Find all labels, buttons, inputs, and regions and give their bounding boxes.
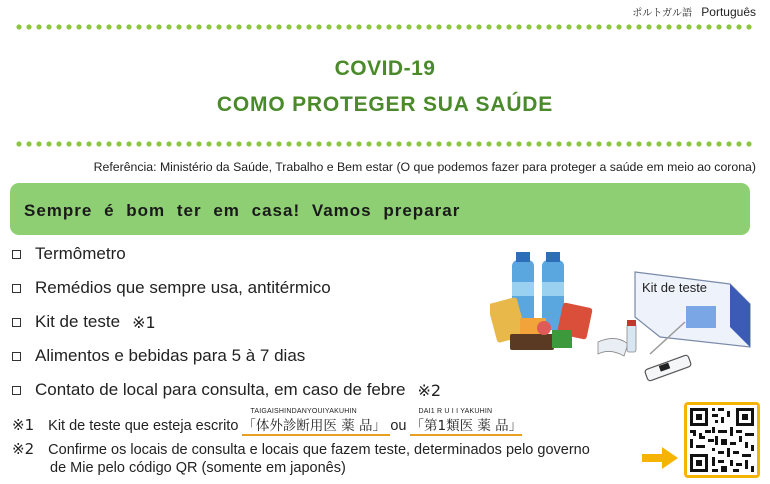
checklist-item [12, 346, 305, 366]
qr-code-icon [687, 405, 757, 475]
language-jp: ポルトガル語 [632, 8, 692, 19]
reference-text: Referência: Ministério da Saúde, Trabalho e Bem estar (O que podemos fazer para proteger a saúde em meio ao corona) [93, 160, 756, 174]
footnote-1-mark: ※1 [12, 416, 35, 434]
checklist-item-label: Termômetro [35, 244, 126, 263]
footnote-2-mark: ※2 [12, 440, 35, 458]
footnote-1 [12, 408, 523, 434]
term-2-text: 「第1類医 薬 品」 [410, 418, 523, 434]
checklist-item-label: Contato de local para consulta, em caso de febre [35, 380, 406, 399]
checklist-item-label: Alimentos e bebidas para 5 à 7 dias [35, 346, 306, 365]
page-title: COVID-19 [334, 57, 436, 80]
footnote-mark: ※1 [132, 312, 156, 332]
bottom-dotted-divider [14, 141, 754, 147]
checklist-item-label: Remédios que sempre usa, antitérmico [35, 278, 331, 297]
top-dotted-divider [14, 24, 754, 30]
checkbox-icon [12, 318, 21, 327]
banner-text: Sempre é bom ter em casa! Vamos preparar [24, 201, 461, 220]
footnote-1-text: Kit de teste que esteja escrito [48, 418, 239, 434]
checkbox-icon [12, 386, 21, 395]
footnote-mark: ※2 [417, 380, 442, 400]
food-and-drinks-illustration [490, 250, 600, 360]
term-in-vitro-diagnostic [242, 408, 390, 436]
qr-code[interactable] [684, 402, 760, 478]
arrow-right-icon [642, 447, 678, 469]
footnote-1-joiner: ou [390, 418, 407, 434]
checklist-item [12, 312, 156, 332]
footnote-2 [12, 440, 590, 476]
checkbox-icon [12, 352, 21, 361]
term-1-ruby: TAIGAISHINDANYOUIYAKUHIN [250, 408, 357, 415]
language-label [632, 4, 756, 19]
checkbox-icon [12, 250, 21, 259]
term-class1-drug [410, 408, 523, 436]
checklist-item-label: Kit de teste [35, 312, 121, 331]
footnote-2-line1: Confirme os locais de consulta e locais que fazem teste, determinados pelo governo [48, 442, 590, 458]
checklist-item [12, 278, 331, 298]
footnote-2-line2: de Mie pelo código QR (somente em japonês) [50, 460, 346, 476]
term-1-text: 「体外診断用医 薬 品」 [242, 418, 387, 434]
term-2-ruby: DAI1 R U I I YAKUHIN [418, 408, 493, 415]
section-banner [10, 183, 750, 235]
test-kit-illustration [590, 262, 760, 392]
checklist-item [12, 244, 126, 264]
checkbox-icon [12, 284, 21, 293]
page-subtitle: COMO PROTEGER SUA SAÚDE [216, 93, 554, 116]
language-pt: Português [701, 5, 756, 19]
kit-label: Kit de teste [642, 280, 708, 295]
checklist-item [12, 380, 441, 400]
